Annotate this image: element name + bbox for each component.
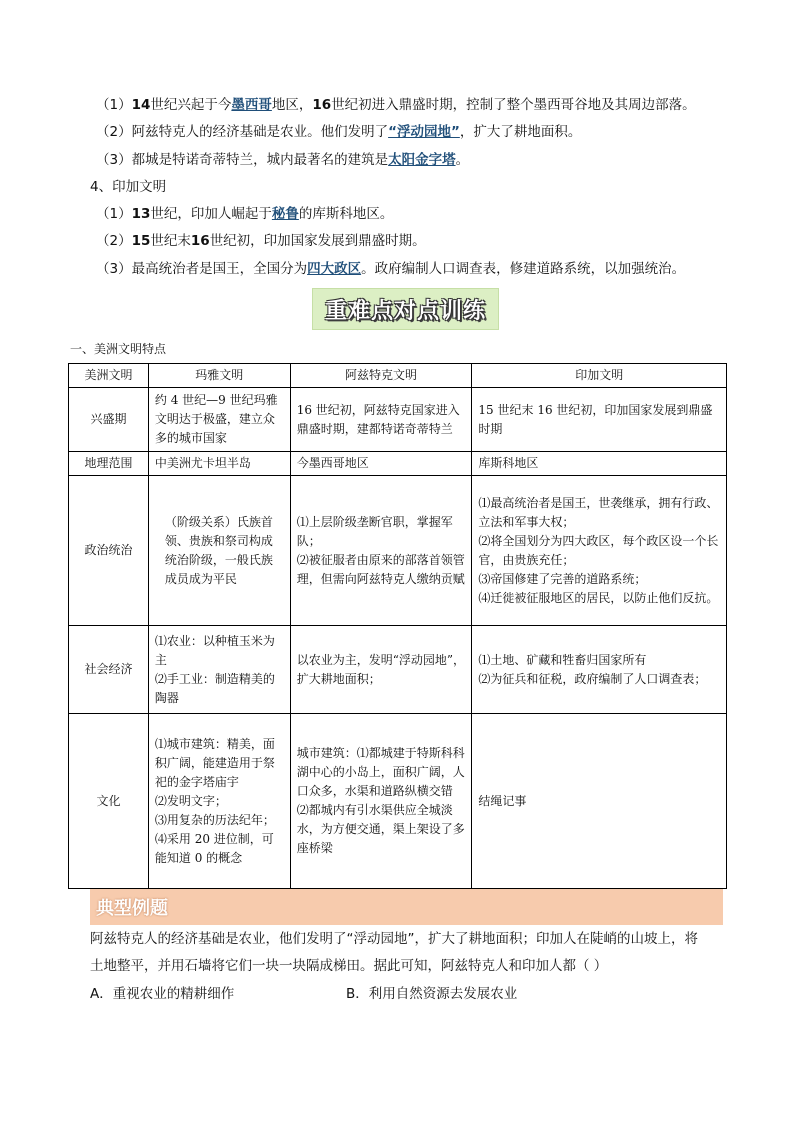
table-row bbox=[69, 476, 727, 626]
row-label: 政治统治 bbox=[69, 476, 149, 626]
section-banner bbox=[312, 288, 499, 330]
inca-cell: 结绳记事 bbox=[472, 714, 727, 889]
table-row bbox=[69, 388, 727, 452]
table-header-row bbox=[69, 364, 727, 388]
cell-line: ⑶帝国修建了完善的道路系统； bbox=[478, 571, 647, 586]
link-sun-pyramid[interactable]: 太阳金字塔 bbox=[388, 152, 456, 168]
aztec-cell bbox=[290, 476, 472, 626]
example-header bbox=[90, 889, 723, 925]
header-cell: 印加文明 bbox=[472, 364, 727, 388]
option-b[interactable]: B．利用自然资源去发展农业 bbox=[346, 986, 518, 1002]
aztec-cell bbox=[290, 714, 472, 889]
text-line-aztec-1: （1）14世纪兴起于今墨西哥地区，16世纪初进入鼎盛时期，控制了整个墨西哥谷地及其周边部落。 bbox=[96, 97, 696, 113]
row-label: 社会经济 bbox=[69, 626, 149, 714]
maya-cell: （阶级关系）氏族首领、贵族和祭司构成统治阶级，一般氏族成员成为平民 bbox=[148, 476, 290, 626]
link-four-regions[interactable]: 四大政区 bbox=[307, 261, 362, 277]
text-line-inca-3: （3）最高统治者是国王，全国分为四大政区。政府编制人口调查表，修建道路系统，以加强统治。 bbox=[96, 261, 686, 277]
link-mexico[interactable]: 墨西哥 bbox=[231, 97, 272, 113]
table-row bbox=[69, 714, 727, 889]
civilization-table bbox=[68, 363, 727, 889]
header-cell: 玛雅文明 bbox=[148, 364, 290, 388]
inca-cell bbox=[472, 476, 727, 626]
section-title: 一、美洲文明特点 bbox=[70, 342, 167, 356]
text-line-inca-1: （1）13世纪，印加人崛起于秘鲁的库斯科地区。 bbox=[96, 206, 394, 222]
cell-line: ⑴农业：以种植玉米为主 bbox=[154, 633, 275, 667]
cell-line: ⑴城市建筑：精美，面积广阔，能建造用于祭祀的金字塔庙宇 bbox=[154, 736, 275, 789]
question-text: 土地整平，并用石墙将它们一块一块隔成梯田。据此可知，阿兹特克人和印加人都（ ） bbox=[90, 958, 608, 974]
example-title: 典型例题 bbox=[96, 898, 168, 919]
cell-line: ⑵手工业：制造精美的陶器 bbox=[154, 671, 275, 705]
cell-line: ⑴土地、矿藏和牲畜归国家所有 bbox=[478, 652, 647, 667]
table-row bbox=[69, 626, 727, 714]
option-a[interactable]: A．重视农业的精耕细作 bbox=[90, 986, 235, 1002]
text-line-inca-2: （2）15世纪末16世纪初，印加国家发展到鼎盛时期。 bbox=[96, 233, 426, 249]
inca-cell: 库斯科地区 bbox=[472, 452, 727, 476]
cell-line: ⑵都城内有引水渠供应全城淡水，为方便交通，渠上架设了多座桥梁 bbox=[296, 803, 465, 855]
text-line-aztec-3: （3）都城是特诺奇蒂特兰，城内最著名的建筑是太阳金字塔。 bbox=[96, 152, 470, 168]
row-label: 兴盛期 bbox=[69, 388, 149, 452]
aztec-cell: 今墨西哥地区 bbox=[290, 452, 472, 476]
maya-cell: 中美洲尤卡坦半岛 bbox=[148, 452, 290, 476]
cell-line: 城市建筑：⑴都城建于特斯科科湖中心的小岛上，面积广阔，人口众多，水渠和道路纵横交错 bbox=[296, 746, 465, 798]
row-label: 文化 bbox=[69, 714, 149, 889]
inca-cell bbox=[472, 626, 727, 714]
question-text: 阿兹特克人的经济基础是农业，他们发明了“浮动园地”，扩大了耕地面积；印加人在陡峭的山坡上，将 bbox=[90, 931, 698, 947]
row-label: 地理范围 bbox=[69, 452, 149, 476]
cell-line: ⑵发明文字； bbox=[154, 793, 227, 808]
inca-cell: 15 世纪末 16 世纪初，印加国家发展到鼎盛时期 bbox=[472, 388, 727, 452]
aztec-cell: 16 世纪初，阿兹特克国家进入鼎盛时期，建都特诺奇蒂特兰 bbox=[290, 388, 472, 452]
maya-cell: 约 4 世纪—9 世纪玛雅文明达于极盛，建立众多的城市国家 bbox=[148, 388, 290, 452]
text-line-aztec-2: （2）阿兹特克人的经济基础是农业。他们发明了“浮动园地”，扩大了耕地面积。 bbox=[96, 124, 582, 140]
cell-line: ⑴最高统治者是国王，世袭继承，拥有行政、立法和军事大权； bbox=[478, 495, 719, 529]
cell-line: ⑵被征服者由原来的部落首领管理，但需向阿兹特克人缴纳贡赋 bbox=[296, 552, 465, 586]
cell-line: ⑶用复杂的历法纪年； bbox=[154, 812, 275, 827]
table-row bbox=[69, 452, 727, 476]
maya-cell bbox=[148, 626, 290, 714]
cell-line: ⑵为征兵和征税，政府编制了人口调查表； bbox=[478, 671, 707, 686]
header-cell: 美洲文明 bbox=[69, 364, 149, 388]
cell-line: ⑷采用 20 进位制，可能知道 0 的概念 bbox=[154, 831, 274, 865]
link-floating-garden[interactable]: “浮动园地” bbox=[388, 124, 460, 140]
link-peru[interactable]: 秘鲁 bbox=[271, 206, 299, 222]
header-cell: 阿兹特克文明 bbox=[290, 364, 472, 388]
maya-cell bbox=[148, 714, 290, 889]
cell-line: ⑵将全国划分为四大政区，每个政区设一个长官，由贵族充任； bbox=[478, 533, 719, 567]
banner-title: 重难点对点训练 bbox=[324, 298, 486, 324]
cell-line: ⑴上层阶级垄断官职，掌握军队； bbox=[296, 514, 453, 548]
heading-inca: 4、印加文明 bbox=[90, 179, 167, 195]
aztec-cell: 以农业为主，发明“浮动园地”，扩大耕地面积； bbox=[290, 626, 472, 714]
cell-line: ⑷迁徙被征服地区的居民，以防止他们反抗。 bbox=[478, 590, 719, 605]
